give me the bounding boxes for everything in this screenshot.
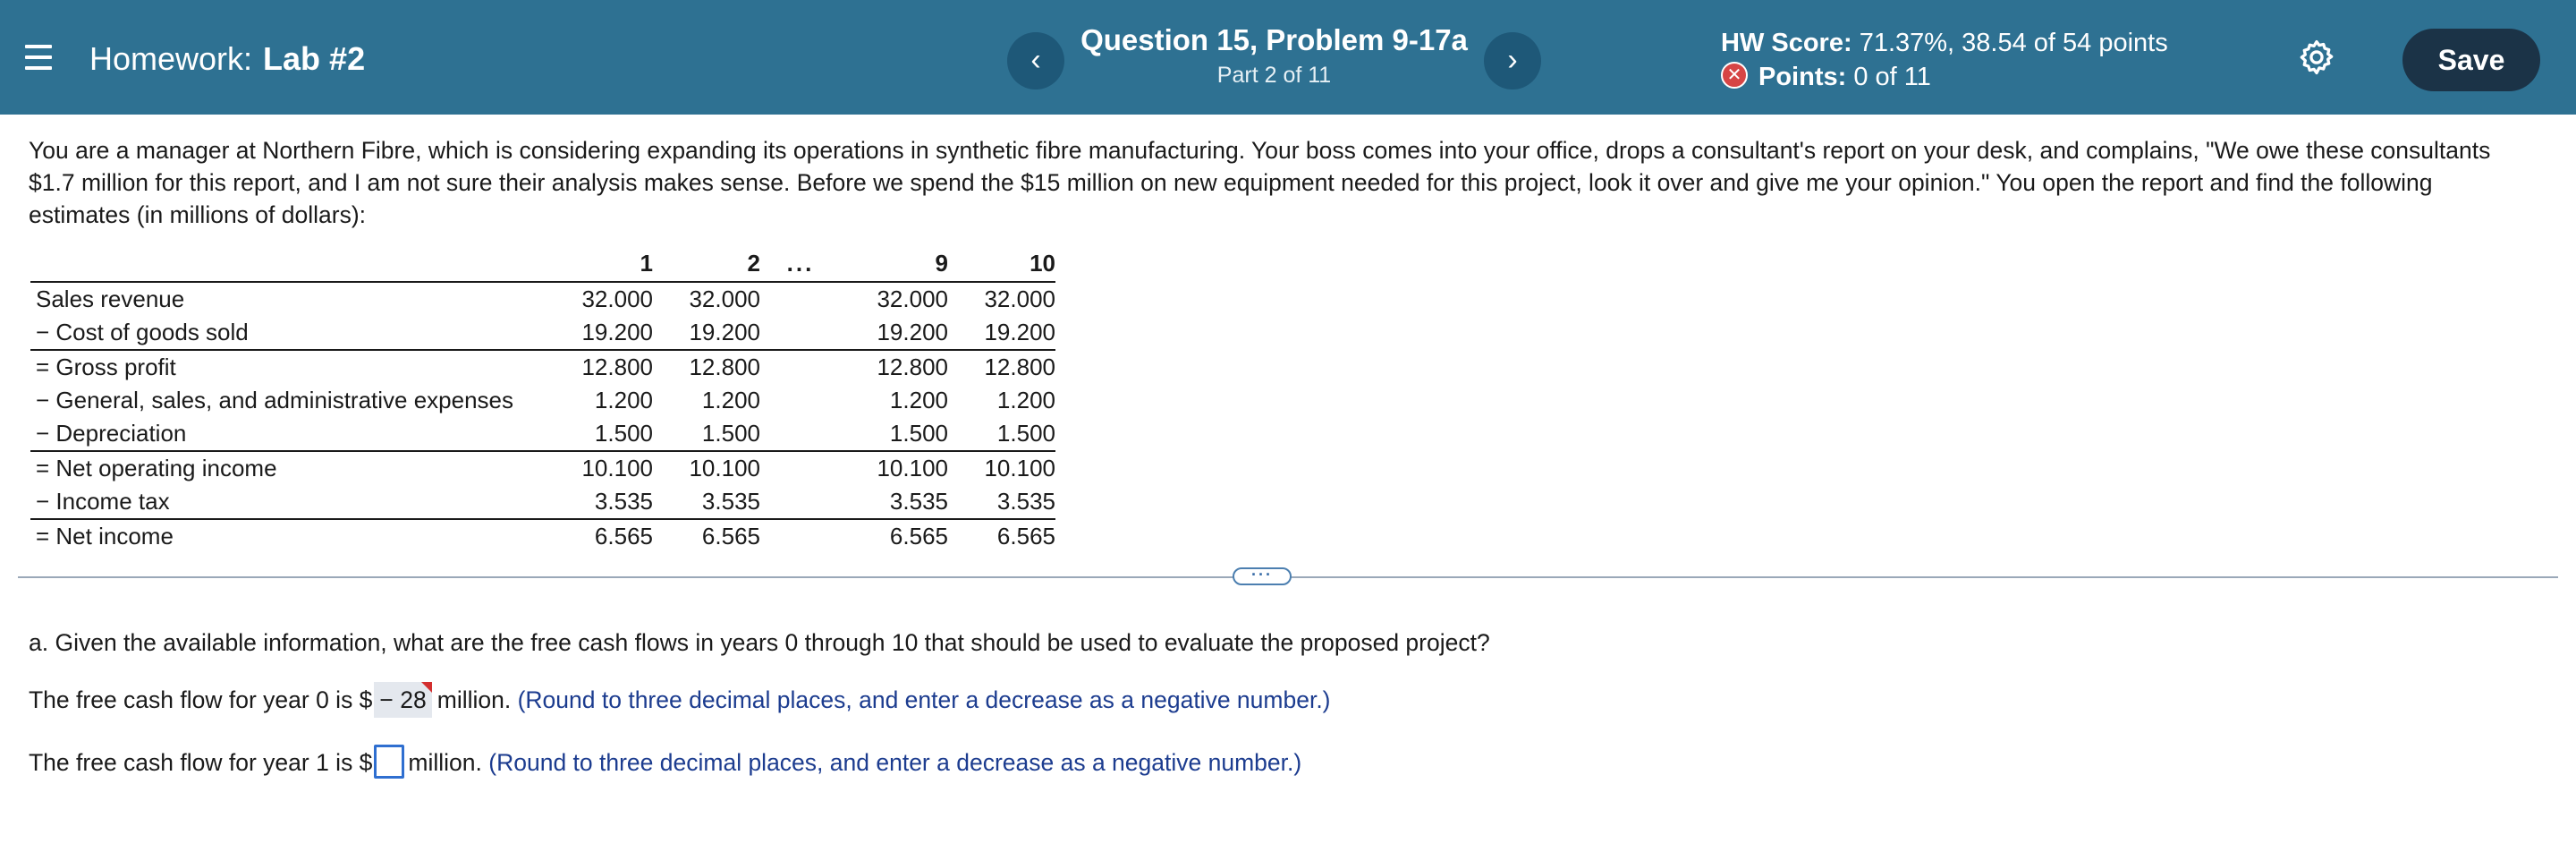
cell-value: 12.800 (948, 350, 1055, 384)
incorrect-marker-icon (421, 682, 432, 693)
table-header-blank (30, 245, 546, 282)
points-value: 0 of 11 (1853, 63, 1931, 91)
save-button[interactable]: Save (2402, 29, 2540, 91)
cell-value: 6.565 (948, 519, 1055, 553)
question-a-text: a. Given the available information, what are the free cash flows in years 0 through 10 that should be used to evaluate the proposed project? (29, 629, 1490, 656)
cell-value: 12.800 (841, 350, 948, 384)
cell-value: 19.200 (984, 319, 1055, 345)
answer-value-text: − 28 (379, 686, 427, 713)
points (1721, 61, 1931, 93)
gear-icon[interactable] (2297, 38, 2336, 77)
cell-value: 3.535 (594, 488, 653, 515)
cell-value: 19.200 (877, 319, 948, 345)
cell-value: 10.100 (948, 451, 1055, 485)
cell-spacer (760, 519, 841, 553)
column-header-ellipsis: ... (760, 245, 841, 282)
question-title: Question 15, Problem 9-17a (1080, 23, 1468, 56)
cell-value: 1.500 (889, 420, 948, 447)
table-row (30, 519, 1055, 553)
cell-value: 6.565 (841, 519, 948, 553)
table-row (30, 485, 1055, 519)
row-label: − General, sales, and administrative expenses (36, 387, 514, 413)
cell-value: 32.000 (689, 285, 760, 312)
hamburger-menu-icon[interactable] (25, 45, 52, 70)
cell-value: 19.200 (689, 319, 760, 345)
question-part: Part 2 of 11 (1216, 63, 1332, 88)
financial-table (30, 245, 1055, 553)
column-header: 1 (546, 245, 653, 282)
cell-spacer (760, 417, 841, 451)
cell-value: 32.000 (877, 285, 948, 312)
top-bar (0, 0, 2576, 115)
cell-value: 3.535 (701, 488, 760, 515)
answer-year-1-input[interactable] (374, 745, 404, 779)
row-label: − Income tax (36, 488, 170, 515)
table-row (30, 350, 1055, 384)
hw-score-value: 71.37%, 38.54 of 54 points (1859, 29, 2168, 57)
cell-value: 6.565 (653, 519, 760, 553)
cell-value: 1.200 (996, 387, 1055, 413)
table-row (30, 417, 1055, 451)
cell-value: 32.000 (984, 285, 1055, 312)
row-label: − Depreciation (36, 420, 187, 447)
column-header: 10 (948, 245, 1055, 282)
row-label: − Cost of goods sold (36, 319, 249, 345)
expand-toggle-button[interactable]: ··· (1233, 567, 1292, 585)
cell-value: 1.500 (996, 420, 1055, 447)
answer-suffix: million. (436, 686, 512, 713)
cell-value: 3.535 (996, 488, 1055, 515)
row-label: = Gross profit (30, 350, 546, 384)
cell-value: 10.100 (653, 451, 760, 485)
table-header-row (30, 245, 1055, 282)
chevron-right-icon: › (1507, 43, 1518, 77)
cell-value: 1.500 (701, 420, 760, 447)
cell-value: 1.200 (701, 387, 760, 413)
problem-intro: You are a manager at Northern Fibre, which is considering expanding its operations in synthetic fibre manufacturing. Your boss comes into your office, drops a consultant's report on your desk, and complains, "We owe these consultants $1.7 million for this report, and I am not sure their analysis makes sense. Before we spend the $15 million on new equipment needed for this project, look it over and give me your opinion." You open the report and find the following estimates (in millions of dollars): (29, 137, 2491, 228)
cell-value: 1.200 (889, 387, 948, 413)
row-label: = Net income (30, 519, 546, 553)
cell-spacer (760, 282, 841, 316)
x-circle-icon: ✕ (1721, 62, 1748, 89)
homework-label: Homework: (89, 40, 253, 77)
hw-score (1721, 27, 2168, 59)
table-row (30, 451, 1055, 485)
answer-hint: (Round to three decimal places, and enter a decrease as a negative number.) (488, 749, 1302, 776)
cell-value: 12.800 (546, 350, 653, 384)
row-label: = Net operating income (30, 451, 546, 485)
homework-title (89, 39, 365, 79)
answer-prefix: The free cash flow for year 1 is $ (29, 749, 373, 776)
cell-value: 19.200 (581, 319, 653, 345)
answer-suffix: million. (408, 749, 482, 776)
previous-question-button[interactable] (1007, 32, 1064, 89)
cell-value: 10.100 (546, 451, 653, 485)
answer-year-0-value[interactable] (374, 682, 431, 718)
answer-line-year-0 (29, 682, 1331, 718)
cell-spacer (760, 485, 841, 519)
row-label: Sales revenue (36, 285, 185, 312)
answer-prefix: The free cash flow for year 0 is $ (29, 686, 373, 713)
cell-spacer (760, 451, 841, 485)
column-header: 2 (653, 245, 760, 282)
column-header: 9 (841, 245, 948, 282)
cell-value: 10.100 (841, 451, 948, 485)
cell-value: 3.535 (889, 488, 948, 515)
lab-name: Lab #2 (263, 40, 366, 77)
cell-spacer (760, 350, 841, 384)
table-row (30, 316, 1055, 350)
hw-score-label: HW Score: (1721, 29, 1852, 57)
table-row (30, 282, 1055, 316)
cell-value: 6.565 (546, 519, 653, 553)
next-question-button[interactable] (1484, 32, 1541, 89)
answer-line-year-1 (29, 745, 1301, 781)
cell-spacer (760, 384, 841, 417)
cell-value: 1.200 (594, 387, 653, 413)
cell-value: 1.500 (594, 420, 653, 447)
cell-spacer (760, 316, 841, 350)
cell-value: 12.800 (653, 350, 760, 384)
cell-value: 32.000 (581, 285, 653, 312)
answer-hint: (Round to three decimal places, and enter a decrease as a negative number.) (517, 686, 1331, 713)
chevron-left-icon: ‹ (1030, 43, 1041, 77)
table-row (30, 384, 1055, 417)
points-label: Points: (1758, 63, 1847, 91)
